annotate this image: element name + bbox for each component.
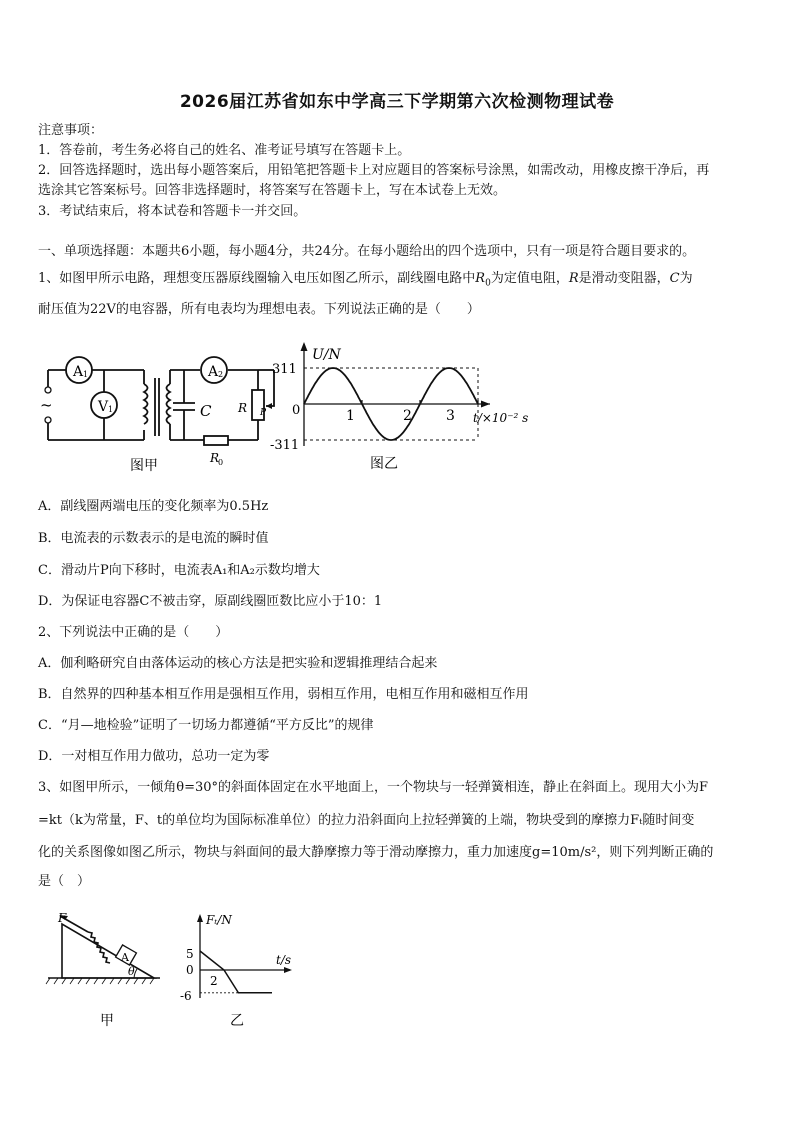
chart2-ytick: -6: [180, 989, 192, 1003]
chart1-ytick: -311: [270, 438, 300, 453]
r0-sub: 0: [218, 458, 224, 467]
chart1-ytick: 0: [292, 403, 301, 418]
friction-chart: [170, 906, 300, 1031]
ammeter-a1-sub: 1: [83, 370, 89, 379]
q1-option-d: D．为保证电容器C不被击穿，原副线圈匝数比应小于10：1: [38, 594, 383, 609]
q3-stem-line1: 3、如图甲所示，一倾角θ=30°的斜面体固定在水平地面上，一个物块与一轻弹簧相连，静止在斜面上。现用大小为F: [38, 780, 709, 795]
ac-source-symbol: ~: [40, 396, 53, 414]
figure-caption-jia: 甲: [100, 1013, 114, 1029]
q1-option-a: A．副线圈两端电压的变化频率为0.5Hz: [38, 499, 269, 514]
notice-line: 选涂其它答案标号。回答非选择题时，将答案写在答题卡上，写在本试卷上无效。: [38, 183, 507, 198]
angle-label: θ: [128, 965, 135, 978]
ammeter-a2-label: A: [208, 364, 219, 380]
chart2-xlabel: t/s: [276, 953, 292, 967]
chart1-xtick: 2: [403, 408, 412, 424]
chart1-xtick: 3: [446, 408, 455, 424]
chart1-xtick: 1: [346, 408, 355, 424]
notice-line: 1．答卷前，考生务必将自己的姓名、准考证号填写在答题卡上。: [38, 143, 411, 158]
q2-stem: 2、下列说法中正确的是（ ）: [38, 625, 229, 640]
chart2-ytick: 5: [186, 947, 194, 961]
slider-label: P: [260, 408, 267, 418]
voltage-chart: [268, 336, 528, 478]
page-title: 2026届江苏省如东中学高三下学期第六次检测物理试卷: [179, 92, 615, 112]
force-label: F: [58, 911, 67, 925]
q1-option-b: B．电流表的示数表示的是电流的瞬时值: [38, 531, 269, 546]
chart1-ylabel: U/N: [312, 347, 341, 363]
ammeter-a2-sub: 2: [218, 370, 224, 379]
q3-stem-line2: =kt（k为常量，F、t的单位均为国际标准单位）的拉力沿斜面向上拉轻弹簧的上端，物块受到的摩擦力Fₜ随时间变: [38, 813, 695, 828]
incline-diagram: [44, 906, 174, 1031]
q3-stem-line4: 是（ ）: [38, 874, 91, 889]
q2-option-c: C．“月—地检验”证明了一切场力都遵循“平方反比”的规律: [38, 718, 374, 733]
r0-label: R: [210, 451, 220, 465]
figure-caption-jia: 图甲: [130, 458, 158, 474]
q2-option-a: A．伽利略研究自由落体运动的核心方法是把实验和逻辑推理结合起来: [38, 656, 438, 671]
capacitor-label: C: [200, 402, 212, 420]
chart1-ytick: 311: [272, 362, 297, 377]
q1-stem-line1: 1、如图甲所示电路，理想变压器原线圈输入电压如图乙所示，副线圈电路中$R_0$为定值电阻，R是滑动变阻器，C为: [38, 271, 693, 289]
rheostat-label: R: [238, 401, 248, 415]
q1-stem-line2: 耐压值为22V的电容器，所有电表均为理想电表。下列说法正确的是（ ）: [38, 302, 480, 317]
notice-heading: 注意事项：: [38, 123, 104, 138]
chart2-ytick: 0: [186, 963, 194, 977]
block-label: A: [121, 951, 129, 964]
chart1-xlabel: t/×10⁻² s: [473, 411, 528, 425]
notice-line: 2．回答选择题时，选出每小题答案后，用铅笔把答题卡上对应题目的答案标号涂黑，如需改动，用橡皮擦干净后，再: [38, 163, 710, 178]
q1-option-c: C．滑动片P向下移时，电流表A₁和A₂示数均增大: [38, 563, 320, 578]
chart2-ylabel: Fₜ/N: [206, 913, 232, 927]
figure-caption-yi: 乙: [230, 1013, 244, 1029]
voltmeter-v1-sub: 1: [108, 405, 114, 414]
voltmeter-v1-label: V: [98, 399, 109, 415]
circuit-diagram: [32, 340, 282, 480]
q3-stem-line3: 化的关系图像如图乙所示，物块与斜面间的最大静摩擦力等于滑动摩擦力，重力加速度g=10m/s²，则下列判断正确的: [38, 845, 714, 860]
q2-option-d: D．一对相互作用力做功，总功一定为零: [38, 749, 270, 764]
notice-line: 3．考试结束后，将本试卷和答题卡一并交回。: [38, 204, 307, 219]
section-heading: 一、单项选择题：本题共6小题，每小题4分，共24分。在每小题给出的四个选项中，只有一项是符合题目要求的。: [38, 244, 696, 259]
figure-caption-yi: 图乙: [370, 456, 398, 472]
q2-option-b: B．自然界的四种基本相互作用是强相互作用，弱相互作用，电相互作用和磁相互作用: [38, 687, 529, 702]
chart2-xtick: 2: [210, 974, 218, 988]
ammeter-a1-label: A: [73, 364, 84, 380]
